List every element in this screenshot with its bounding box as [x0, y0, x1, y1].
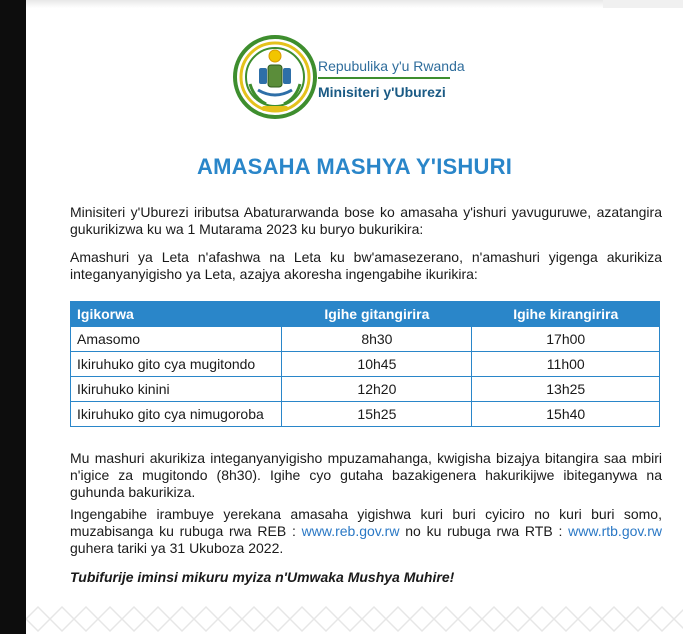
info-text-start: Ingengabihe irambuye yerekana amasaha yigishwa kuri buri cyiciro no kuri buri somo, muzabisanga ku rubuga rwa REB :: [70, 506, 662, 539]
table-row: [71, 352, 660, 377]
left-dark-border: [0, 0, 26, 634]
info-text-end: guhera tariki ya 31 Ukuboza 2022.: [70, 540, 284, 556]
ministry-name: Minisiteri y'Uburezi: [318, 84, 446, 100]
start-cell: 15h25: [282, 402, 472, 427]
republic-name: Repubulika y'u Rwanda: [318, 58, 465, 74]
table-row: [71, 402, 660, 427]
intro-paragraph: Minisiteri y'Uburezi iributsa Abaturarwanda bose ko amasaha y'ishuri yavuguruwe, azatangira gukurikizwa ku wa 1 Mutarama 2023 ku buryo bukurikira:: [70, 204, 662, 237]
top-edge-shadow: [26, 0, 683, 8]
schedule-table: [70, 301, 660, 427]
decorative-footer-pattern: [26, 604, 683, 634]
header-end-time: Igihe kirangirira: [472, 302, 660, 327]
start-cell: 12h20: [282, 377, 472, 402]
header-activity: Igikorwa: [71, 302, 282, 327]
table-row: [71, 327, 660, 352]
end-cell: 15h40: [472, 402, 660, 427]
closing-greeting: Tubifurije iminsi mikuru myiza n'Umwaka Mushya Muhire!: [70, 569, 455, 585]
end-cell: 13h25: [472, 377, 660, 402]
activity-cell: Ikiruhuko gito cya nimugoroba: [71, 402, 282, 427]
rtb-website-link[interactable]: www.rtb.gov.rw: [568, 523, 663, 539]
start-cell: 8h30: [282, 327, 472, 352]
letterhead: [232, 34, 492, 130]
start-cell: 10h45: [282, 352, 472, 377]
international-schools-paragraph: Mu mashuri akurikiza integanyanyigisho mpuzamahanga, kwigisha bizajya bitangira saa mbiri n'igice za mugitondo (8h30). Igihe cyo gutaha bazakigenera hakurikijwe ibiteganywa na guhunda bakurikiza.: [70, 450, 662, 500]
header-divider: [318, 77, 450, 79]
end-cell: 17h00: [472, 327, 660, 352]
activity-cell: Amasomo: [71, 327, 282, 352]
table-row: [71, 377, 660, 402]
more-info-paragraph: [70, 506, 662, 557]
info-text-mid: no ku rubuga rwa RTB :: [399, 523, 569, 539]
coat-of-arms-icon: [232, 34, 318, 120]
document-title: AMASAHA MASHYA Y'ISHURI: [196, 154, 513, 179]
reb-website-link[interactable]: www.reb.gov.rw: [301, 523, 400, 539]
public-schools-paragraph: Amashuri ya Leta n'afashwa na Leta ku bw'amasezerano, n'amashuri yigenga akurikiza integanyanyigisho ya Leta, azajya akoresha ingengabihe ikurikira:: [70, 249, 662, 282]
end-cell: 11h00: [472, 352, 660, 377]
activity-cell: Ikiruhuko kinini: [71, 377, 282, 402]
activity-cell: Ikiruhuko gito cya mugitondo: [71, 352, 282, 377]
table-header-row: [71, 302, 660, 327]
header-start-time: Igihe gitangirira: [282, 302, 472, 327]
